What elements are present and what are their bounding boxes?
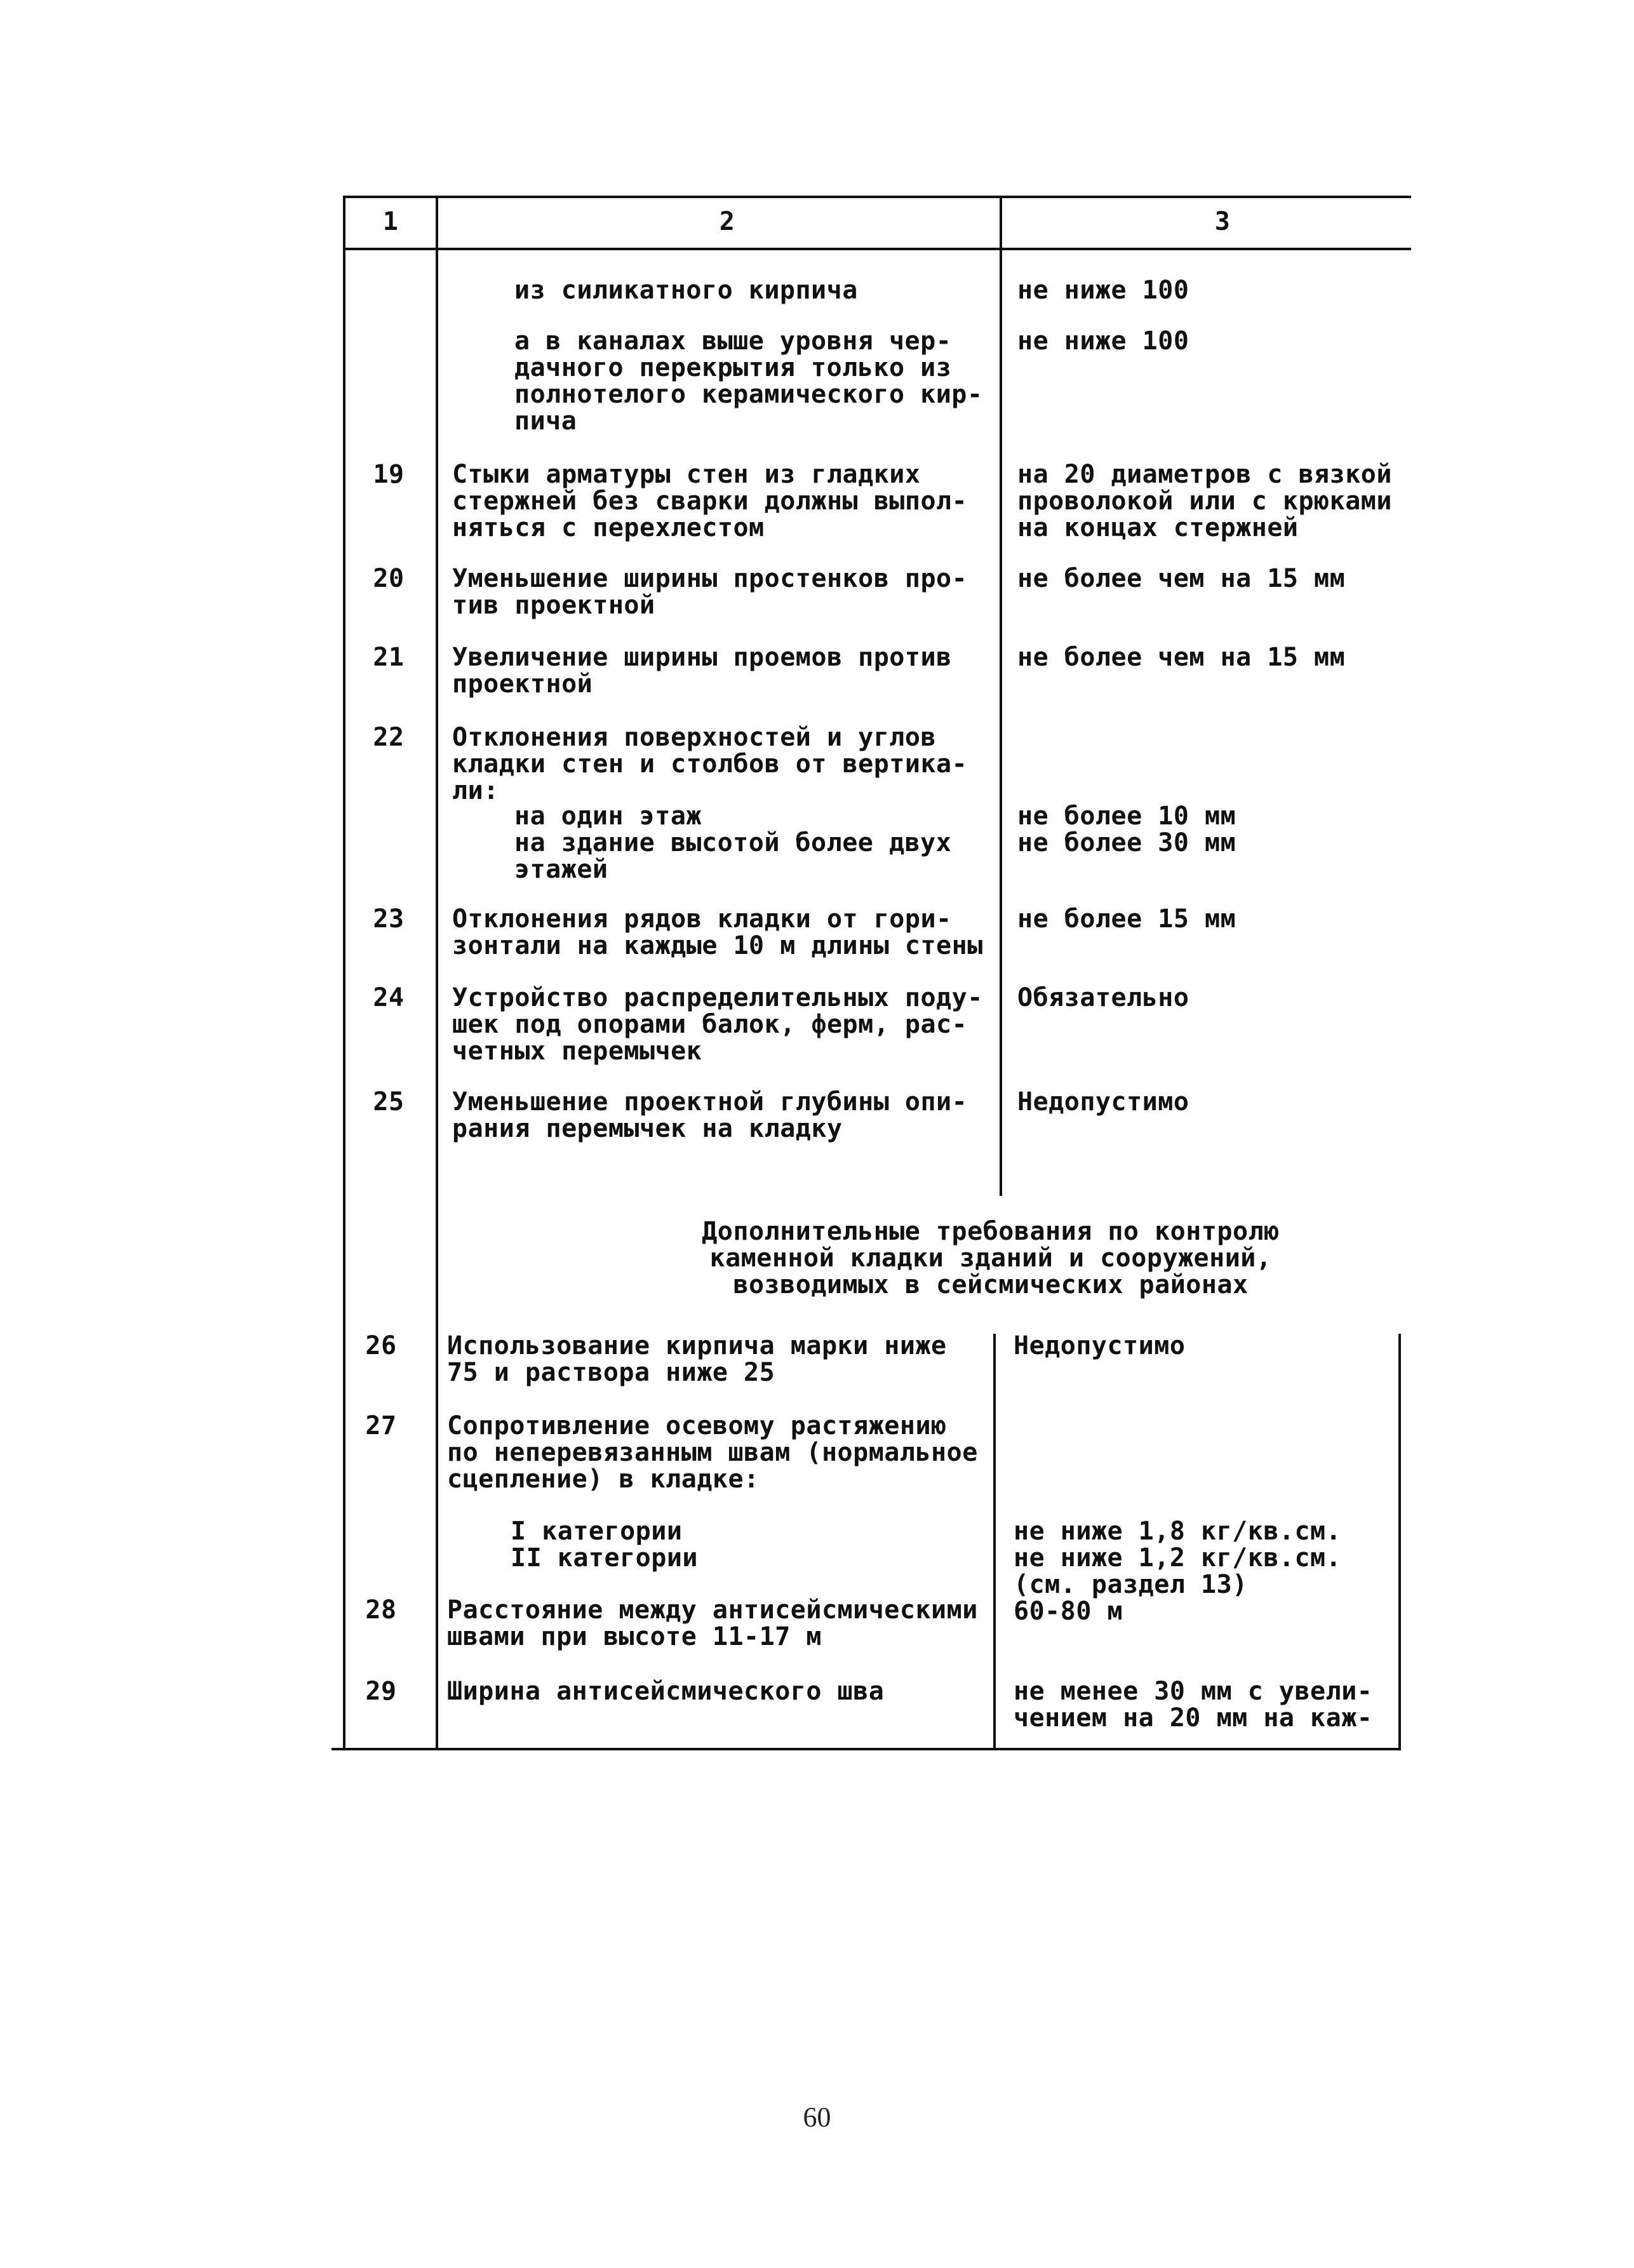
row-req-24: Обязательно xyxy=(1017,983,1189,1012)
header-col-1: 1 xyxy=(382,207,399,236)
row-desc-19: Стыки арматуры стен из гладких стержней без сварки должны выпол- няться с перехлестом xyxy=(452,460,968,542)
row-req-29: не менее 30 мм с увели- чением на 20 мм на каж- xyxy=(1014,1677,1373,1733)
row-desc-27: Сопротивление осевому растяжению по неперевязанным швам (нормальное сцепление) в кладке: xyxy=(447,1411,978,1494)
row-number-19: 19 xyxy=(373,460,405,489)
row-desc-24: Устройство распределительных поду- шек под опорами балок, ферм, рас- четных перемычек xyxy=(452,983,983,1066)
row-desc-29: Ширина антисейсмического шва xyxy=(447,1677,885,1706)
col2-divider-upper xyxy=(1000,196,1002,1196)
row-number-27: 27 xyxy=(365,1411,397,1440)
header-bottom-border xyxy=(343,248,1411,250)
row-number-22: 22 xyxy=(373,723,405,752)
row-desc-20: Уменьшение ширины простенков про- тив проектной xyxy=(452,564,968,620)
row-desc-22-sub: на один этаж на здание высотой более двух этажей xyxy=(514,802,952,884)
section-heading: Дополнительные требования по контролю каменной кладки зданий и сооружений, возводимых в сейсмических районах xyxy=(702,1217,1280,1299)
header-col-2: 2 xyxy=(719,207,735,236)
row-number-29: 29 xyxy=(365,1677,397,1706)
requirements-table xyxy=(343,196,1411,1749)
row-number-23: 23 xyxy=(373,904,405,934)
row-desc-22: Отклонения поверхностей и углов кладки стен и столбов от вертика- ли: xyxy=(452,723,968,805)
row-req-22-sub: не более 10 мм не более 30 мм xyxy=(1017,802,1236,857)
row-number-25: 25 xyxy=(373,1087,405,1117)
row-req-20: не более чем на 15 мм xyxy=(1017,564,1346,593)
row-desc: а в каналах выше уровня чер- дачного перекрытия только из полнотелого керамического кир- пича xyxy=(514,326,983,436)
header-col-3: 3 xyxy=(1214,207,1231,236)
col2-divider-lower xyxy=(993,1334,996,1750)
row-number-28: 28 xyxy=(365,1595,397,1625)
row-desc-23: Отклонения рядов кладки от гори- зонтали на каждые 10 м длины стены xyxy=(452,904,983,960)
row-desc-27-sub: I категории II категории xyxy=(511,1517,698,1573)
row-number-24: 24 xyxy=(373,983,405,1012)
row-req-27-sub: не ниже 1,8 кг/кв.см. не ниже 1,2 кг/кв.см. (см. раздел 13) xyxy=(1014,1517,1342,1599)
row-req-26: Недопустимо xyxy=(1014,1331,1186,1360)
row-req-25: Недопустимо xyxy=(1017,1087,1189,1117)
row-number-26: 26 xyxy=(365,1331,397,1360)
row-desc-25: Уменьшение проектной глубины опи- рания перемычек на кладку xyxy=(452,1087,968,1143)
row-req-28: 60-80 м xyxy=(1014,1597,1123,1626)
row-desc: из силикатного кирпича xyxy=(514,276,858,305)
col1-divider xyxy=(436,196,438,1750)
table-top-border xyxy=(343,196,1411,198)
row-desc-21: Увеличение ширины проемов против проектной xyxy=(452,643,952,699)
page-number: 60 xyxy=(803,2102,831,2133)
row-number-20: 20 xyxy=(373,564,405,593)
row-req-23: не более 15 мм xyxy=(1017,904,1236,934)
row-desc-28: Расстояние между антисейсмическими швами при высоте 11-17 м xyxy=(447,1595,978,1651)
row-req-19: на 20 диаметров с вязкой проволокой или с крюками на концах стержней xyxy=(1017,460,1392,542)
row-req: не ниже 100 xyxy=(1017,326,1189,356)
row-desc-26: Использование кирпича марки ниже 75 и раствора ниже 25 xyxy=(447,1331,947,1387)
row-number-21: 21 xyxy=(373,643,405,672)
table-bottom-border xyxy=(331,1748,1400,1750)
table-left-border xyxy=(343,196,345,1750)
table-right-border xyxy=(1398,1334,1401,1750)
row-req-21: не более чем на 15 мм xyxy=(1017,643,1346,672)
row-req: не ниже 100 xyxy=(1017,276,1189,305)
